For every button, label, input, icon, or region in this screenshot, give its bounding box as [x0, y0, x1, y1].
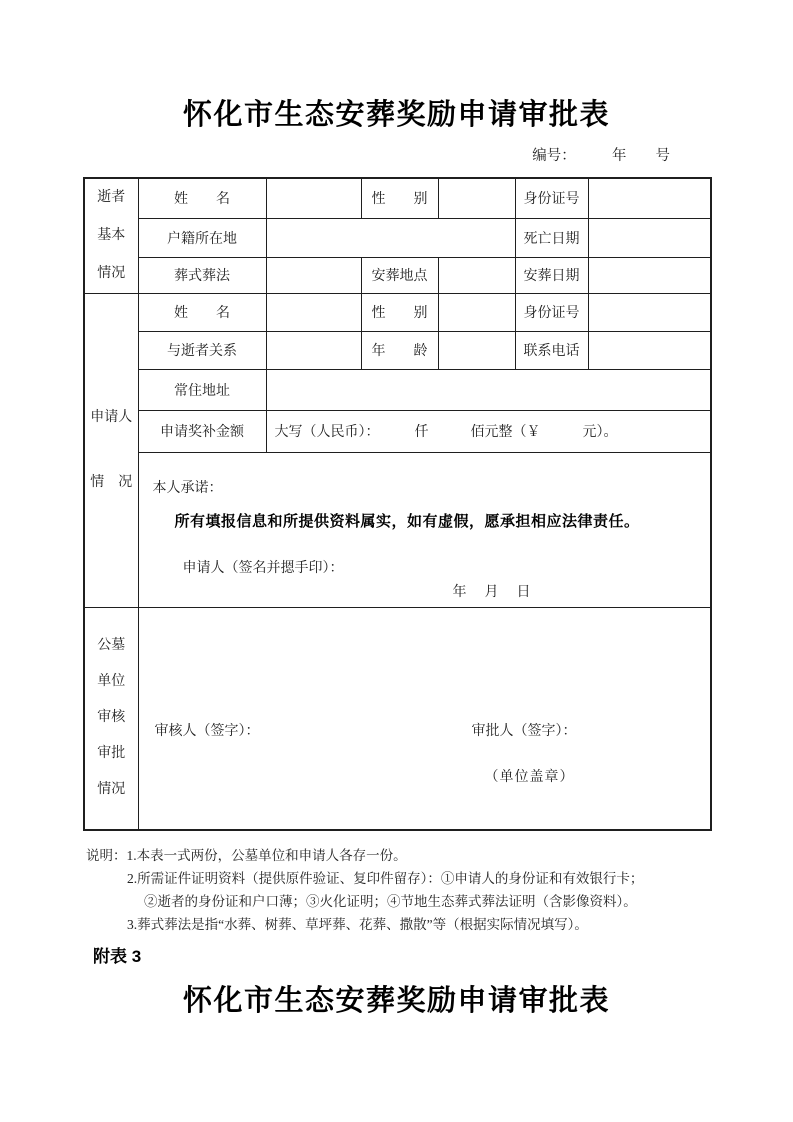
deceased-death-date-value-cell	[588, 218, 711, 257]
deceased-burial-place-value-cell	[438, 257, 515, 293]
deceased-id-label: 身份证号	[515, 178, 588, 218]
commitment-cell	[138, 452, 711, 607]
table-row	[84, 257, 711, 293]
applicant-id-label: 身份证号	[515, 293, 588, 331]
approver-signature-label: 审批人（签字）：	[471, 723, 577, 739]
section-review-line: 审批	[97, 746, 126, 762]
deceased-id-value-cell	[588, 178, 711, 218]
note-line: 2.所需证件证明资料（提供原件验证、复印件留存）：①申请人的身份证和有效银行卡；	[127, 871, 644, 886]
table-row	[84, 178, 711, 218]
commitment-title: 本人承诺：	[152, 481, 223, 496]
applicant-id-value-cell	[588, 293, 711, 331]
section-review-line: 情况	[97, 782, 126, 798]
deceased-gender-label: 性 别	[361, 178, 438, 218]
section-deceased-line: 逝者	[97, 189, 126, 205]
serial-number-line: 编号： 年 号	[532, 148, 670, 164]
applicant-phone-label: 联系电话	[515, 331, 588, 369]
notes-block	[86, 844, 726, 936]
deceased-name-label: 姓 名	[138, 178, 266, 218]
section-review-line: 审核	[97, 710, 126, 726]
applicant-address-value-cell	[266, 369, 711, 410]
applicant-age-value-cell	[438, 331, 515, 369]
deceased-burial-date-label: 安葬日期	[515, 257, 588, 293]
table-row	[84, 218, 711, 257]
applicant-phone-value-cell	[588, 331, 711, 369]
section-applicant-label	[84, 293, 138, 607]
reviewer-signature-label: 审核人（签字）：	[154, 723, 260, 739]
note-line: 说明：1.本表一式两份，公墓单位和申请人各存一份。	[86, 848, 407, 863]
applicant-amount-value: 大写（人民币）： 仟 佰元整（￥ 元）。	[266, 410, 711, 452]
note-line: ②逝者的身份证和户口薄；③火化证明；④节地生态葬式葬法证明（含影像资料）。	[144, 894, 637, 909]
commitment-statement: 所有填报信息和所提供资料属实，如有虚假，愿承担相应法律责任。	[174, 514, 640, 530]
deceased-burial-method-label: 葬式葬法	[138, 257, 266, 293]
table-row	[84, 293, 711, 331]
applicant-name-label: 姓 名	[138, 293, 266, 331]
attachment-label: 附表 3	[93, 947, 142, 966]
next-page-title: 怀化市生态安葬奖励申请审批表	[182, 985, 610, 1017]
applicant-relation-value-cell	[266, 331, 361, 369]
deceased-burial-date-value-cell	[588, 257, 711, 293]
deceased-burial-method-value-cell	[266, 257, 361, 293]
note-line: 3.葬式葬法是指“水葬、树葬、草坪葬、花葬、撒散”等（根据实际情况填写）。	[127, 917, 588, 932]
signature-date-label: 年 月 日	[452, 585, 533, 600]
deceased-death-date-label: 死亡日期	[515, 218, 588, 257]
section-deceased-line: 基本	[97, 227, 126, 243]
applicant-signature-label: 申请人（签名并摁手印）：	[182, 561, 344, 576]
approval-form-table	[83, 177, 712, 831]
table-row	[84, 452, 711, 607]
applicant-age-label: 年 龄	[361, 331, 438, 369]
applicant-gender-value-cell	[438, 293, 515, 331]
deceased-residence-label: 户籍所在地	[138, 218, 266, 257]
table-row	[84, 369, 711, 410]
section-review-line: 公墓	[97, 638, 126, 654]
deceased-gender-value-cell	[438, 178, 515, 218]
applicant-gender-label: 性 别	[361, 293, 438, 331]
table-row	[84, 607, 711, 830]
section-applicant-line: 情 况	[90, 474, 133, 490]
section-review-label	[84, 607, 138, 830]
review-cell	[138, 607, 711, 830]
section-deceased-label	[84, 178, 138, 293]
section-deceased-line: 情况	[97, 265, 126, 281]
section-applicant-line: 申请人	[90, 409, 133, 425]
applicant-address-label: 常住地址	[138, 369, 266, 410]
table-row	[84, 410, 711, 452]
table-row	[84, 331, 711, 369]
applicant-name-value-cell	[266, 293, 361, 331]
page-title: 怀化市生态安葬奖励申请审批表	[182, 99, 610, 131]
section-review-line: 单位	[97, 674, 126, 690]
deceased-residence-value-cell	[266, 218, 515, 257]
unit-seal-label: （单位盖章）	[484, 769, 575, 785]
deceased-burial-place-label: 安葬地点	[361, 257, 438, 293]
applicant-relation-label: 与逝者关系	[138, 331, 266, 369]
applicant-amount-label: 申请奖补金额	[138, 410, 266, 452]
deceased-name-value-cell	[266, 178, 361, 218]
